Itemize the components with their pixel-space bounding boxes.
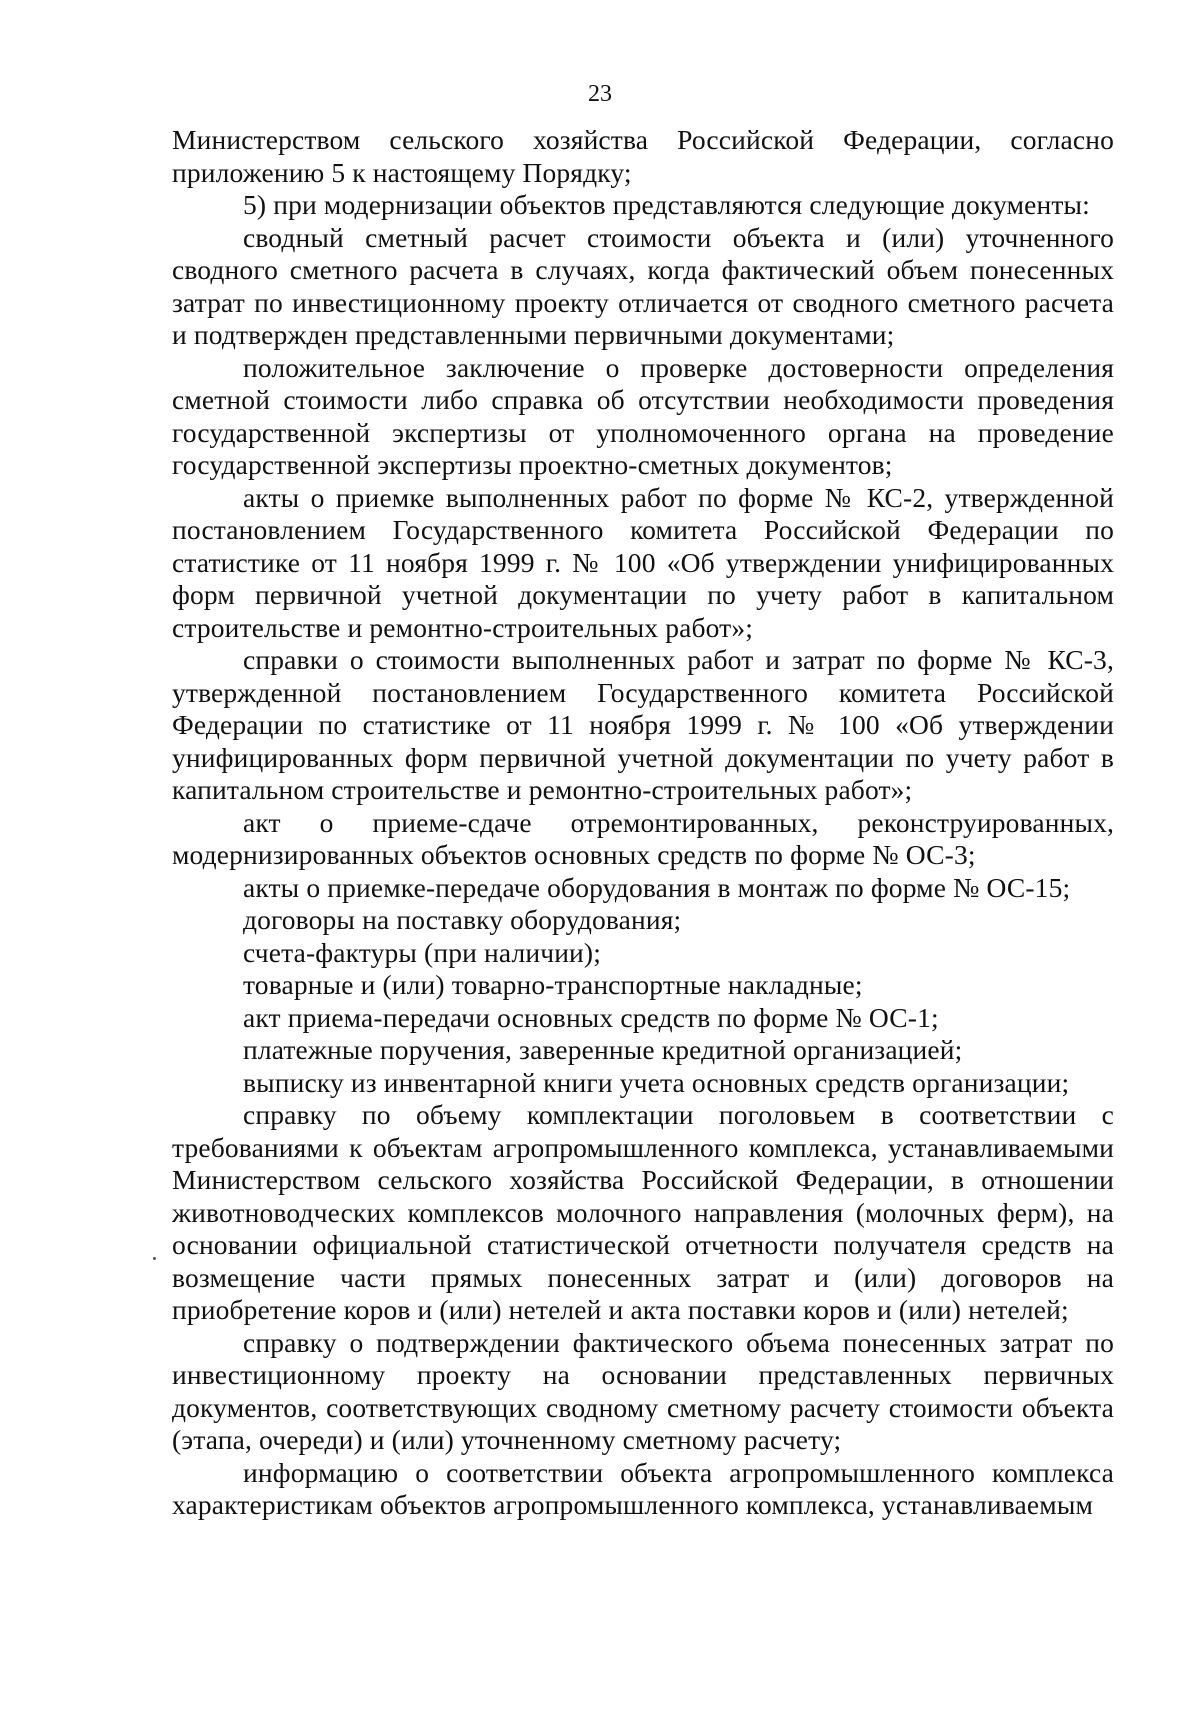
paragraph-ks2-acts: акты о приемке выполненных работ по форме № КС-2, утвержденной постановлением Государственного комитета Российской Федерации по статистике от 11 ноября 1999 г. № 100 «Об утверждении унифицированных форм первичной учетной документации по учету работ в капитальном строительстве и ремонтно-строительных работ»; bbox=[172, 481, 1114, 643]
page-number: 23 bbox=[588, 81, 612, 107]
paragraph-os1-act: акт приема-передачи основных средств по форме № ОС-1; bbox=[243, 1001, 939, 1033]
paragraph-os3-act: акт о приеме-сдаче отремонтированных, реконструированных, модернизированных объектов основных средств по форме № ОС-3; bbox=[172, 806, 1114, 870]
paragraph-inventory-extract: выписку из инвентарной книги учета основных средств организации; bbox=[243, 1066, 1070, 1098]
paragraph-cost-estimate: сводный сметный расчет стоимости объекта и (или) уточненного сводного сметного расчета в случаях, когда фактический объем понесенных затрат по инвестиционному проекту отличается от сводного сметного расчета и подтвержден представленными первичными документами; bbox=[172, 221, 1114, 350]
paragraph-ks3-certificates: справки о стоимости выполненных работ и затрат по форме № КС-3, утвержденной постановлением Государственного комитета Российской Федерации по статистике от 11 ноября 1999 г. № 100 «Об утверждении унифицированных форм первичной учетной документации по учету работ в капитальном строительстве и ремонтно-строительных работ»; bbox=[172, 644, 1114, 805]
paragraph-payment-orders: платежные поручения, заверенные кредитной организацией; bbox=[243, 1034, 963, 1065]
paragraph-invoices: счета-фактуры (при наличии); bbox=[243, 936, 602, 968]
document-body bbox=[172, 124, 1114, 1522]
paragraph-supply-contracts: договоры на поставку оборудования; bbox=[243, 904, 682, 935]
paragraph-waybills: товарные и (или) товарно-транспортные накладные; bbox=[243, 969, 863, 1000]
paragraph-modernization-intro: 5) при модернизации объектов представляются следующие документы: bbox=[243, 189, 1090, 220]
paragraph-os15-acts: акты о приемке-передаче оборудования в монтаж по форме № ОС-15; bbox=[243, 871, 1071, 903]
paragraph-compliance-info: информацию о соответствии объекта агропромышленного комплекса характеристикам объектов агропромышленного комплекса, устанавливаемым bbox=[172, 1456, 1114, 1520]
paragraph-livestock-certificate: справку по объему комплектации поголовьем в соответствии с требованиями к объектам агропромышленного комплекса, устанавливаемыми Министерством сельского хозяйства Российской Федерации, в отношении животноводческих комплексов молочного направления (молочных ферм), на основании официальной статистической отчетности получателя средств на возмещение части прямых понесенных затрат и (или) договоров на приобретение коров и (или) нетелей и акта поставки коров и (или) нетелей; bbox=[172, 1099, 1114, 1325]
paragraph-expert-conclusion: положительное заключение о проверке достоверности определения сметной стоимости либо справка об отсутствии необходимости проведения государственной экспертизы от уполномоченного органа на проведение государственной экспертизы проектно-сметных документов; bbox=[172, 351, 1114, 480]
paragraph-cost-confirmation: справку о подтверждении фактического объема понесенных затрат по инвестиционному проекту на основании представленных первичных документов, соответствующих сводному сметному расчету стоимости объекта (этапа, очереди) и (или) уточненному сметному расчету; bbox=[172, 1326, 1114, 1455]
scan-artifact-dot bbox=[153, 1257, 156, 1260]
paragraph-continuation: Министерством сельского хозяйства Российской Федерации, согласно приложению 5 к настоящему Порядку; bbox=[172, 124, 1114, 188]
